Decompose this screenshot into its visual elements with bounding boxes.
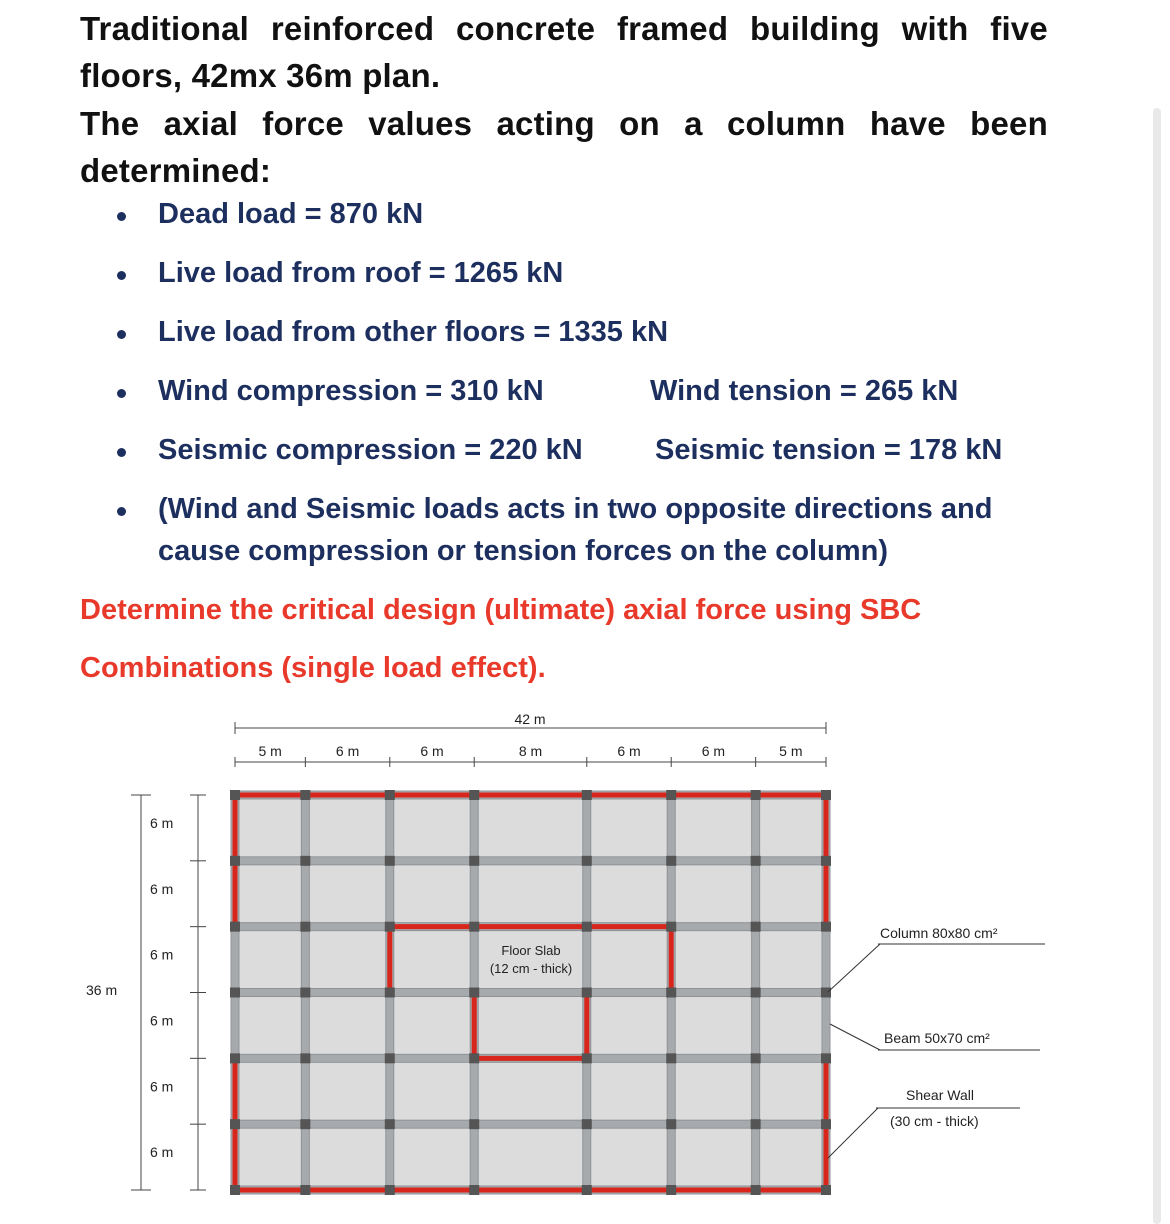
slab-panel [756,861,826,927]
column [751,988,761,998]
column [582,790,592,800]
column [385,1119,395,1129]
column [469,1185,479,1195]
column [469,1119,479,1129]
word: a [684,105,703,142]
slab-panel [587,795,671,861]
word: five [990,10,1048,47]
slab-panel [305,795,389,861]
x-span-label: 6 m [617,743,641,759]
word: acting [496,105,595,142]
column [300,856,310,866]
column [230,1053,240,1063]
column [821,856,831,866]
beam [235,857,826,865]
beam [235,989,826,997]
column [821,1119,831,1129]
legend-wall-label-1: Shear Wall [906,1087,974,1103]
slab-panel [756,993,826,1059]
x-span-label: 5 m [258,743,282,759]
intro-line-2: floors, 42mx 36m plan. [80,57,441,94]
slab-panel [587,1058,671,1124]
y-span-label: 6 m [150,1078,174,1095]
wall-leader-line [828,1108,878,1158]
slab-panel [756,1124,826,1190]
column [469,790,479,800]
column [300,1053,310,1063]
y-span-label: 6 m [150,1012,174,1029]
slab-panel [390,927,474,993]
column [385,922,395,932]
column [469,856,479,866]
seismic-tension: Seismic tension = 178 kN [655,434,1003,466]
y-span-label: 6 m [150,946,174,963]
column [751,1185,761,1195]
column [751,1053,761,1063]
bullet-note-line-1: (Wind and Seismic loads acts in two opposite directions and [158,493,993,525]
slab-panel [235,795,305,861]
word: The [80,105,140,142]
column [751,922,761,932]
legend-column-label: Column 80x80 cm² [880,925,998,941]
column [582,988,592,998]
column [385,856,395,866]
slab-panel [756,927,826,993]
slab-panel [756,795,826,861]
bullet-seismic-compression: Seismic compression = 220 kN [158,434,583,466]
legend-wall-label-2: (30 cm - thick) [890,1113,979,1129]
column-leader-line [828,944,880,992]
column [300,922,310,932]
word: force [262,105,344,142]
column [582,1053,592,1063]
slab-panel [390,993,474,1059]
column [230,856,240,866]
x-span-label: 5 m [779,743,803,759]
column [666,1053,676,1063]
column [230,1119,240,1129]
column [469,988,479,998]
slab-panel [671,861,755,927]
column [666,922,676,932]
y-span-label: 6 m [150,1144,174,1161]
slab-panel [305,927,389,993]
column [582,856,592,866]
word: been [970,105,1048,142]
beam-leader-line [830,1024,880,1050]
legend-beam-label: Beam 50x70 cm² [884,1030,990,1046]
slab-panel [474,927,587,993]
bullet-live-floors: Live load from other floors = 1335 kN [158,316,669,348]
column [821,922,831,932]
column [666,1119,676,1129]
column [230,922,240,932]
bullet-note-line-2: cause compression or tension forces on the column) [158,535,888,567]
wind-tension: Wind tension = 265 kN [650,375,959,407]
column [385,1185,395,1195]
word: with [901,10,969,47]
column [666,1185,676,1195]
bullet-wind-compression: Wind compression = 310 kN [158,375,544,407]
column [385,988,395,998]
column [300,790,310,800]
slab-panel [671,993,755,1059]
column [469,922,479,932]
beam [235,1120,826,1128]
column [751,790,761,800]
x-span-label: 6 m [335,743,360,759]
slab-panel [305,1124,389,1190]
word: on [619,105,660,142]
slab-panel [390,1058,474,1124]
slab-panel [671,795,755,861]
slab-panel [235,1124,305,1190]
slab-panel [235,927,305,993]
slab-panel [305,861,389,927]
column [385,1053,395,1063]
slab-panel [390,1124,474,1190]
x-span-label: 8 m [518,743,543,759]
slab-panel [587,861,671,927]
slab-panel [390,861,474,927]
word: axial [163,105,238,142]
column [666,856,676,866]
column [230,988,240,998]
column [385,790,395,800]
slab-panel [671,1058,755,1124]
column [469,1053,479,1063]
y-span-label: 6 m [150,814,174,831]
word: building [749,10,880,47]
slab-panel [305,1058,389,1124]
slab-panel [671,1124,755,1190]
slab-panel [305,993,389,1059]
slab-panel [235,993,305,1059]
slab-label-line-1: Floor Slab [501,943,561,958]
word: column [726,105,846,142]
word: concrete [456,10,596,47]
word: framed [616,10,729,47]
y-span-label: 6 m [150,880,174,897]
column [582,1185,592,1195]
column [230,790,240,800]
column [300,1119,310,1129]
column [300,1185,310,1195]
slab-panel [474,993,587,1059]
bullet-dead-load: Dead load = 870 kN [158,198,424,230]
slab-panel [756,1058,826,1124]
column [582,1119,592,1129]
x-span-label: 6 m [701,743,726,759]
slab-panel [587,927,671,993]
slab-panel [474,1058,587,1124]
word: values [368,105,473,142]
overall-width-label: 42 m [514,711,546,727]
slab-panel [671,927,755,993]
intro-line-4: determined: [80,152,272,189]
overall-depth-label: 36 m [86,982,118,998]
word: reinforced [270,10,435,47]
column [300,988,310,998]
column [582,922,592,932]
slab-panel [474,861,587,927]
bullet-live-roof: Live load from roof = 1265 kN [158,257,564,289]
column [666,988,676,998]
column [751,856,761,866]
x-span-dimensions [235,743,826,767]
column [821,988,831,998]
slab-panel [587,1124,671,1190]
word: Traditional [80,10,250,47]
column [751,1119,761,1129]
slab-panel [390,795,474,861]
slab-panel [235,861,305,927]
column [230,1185,240,1195]
slab-panel [474,1124,587,1190]
column [821,1185,831,1195]
task-line-2: Combinations (single load effect). [80,652,546,684]
word: have [869,105,946,142]
slab-label-line-2: (12 cm - thick) [489,961,573,976]
slab-panel [474,795,587,861]
task-line-1: Determine the critical design (ultimate) axial force using SBC [80,594,922,626]
slab-panel [235,1058,305,1124]
x-span-label: 6 m [420,743,444,759]
column [821,1053,831,1063]
slab-panel [587,993,671,1059]
column [821,790,831,800]
column [666,790,676,800]
